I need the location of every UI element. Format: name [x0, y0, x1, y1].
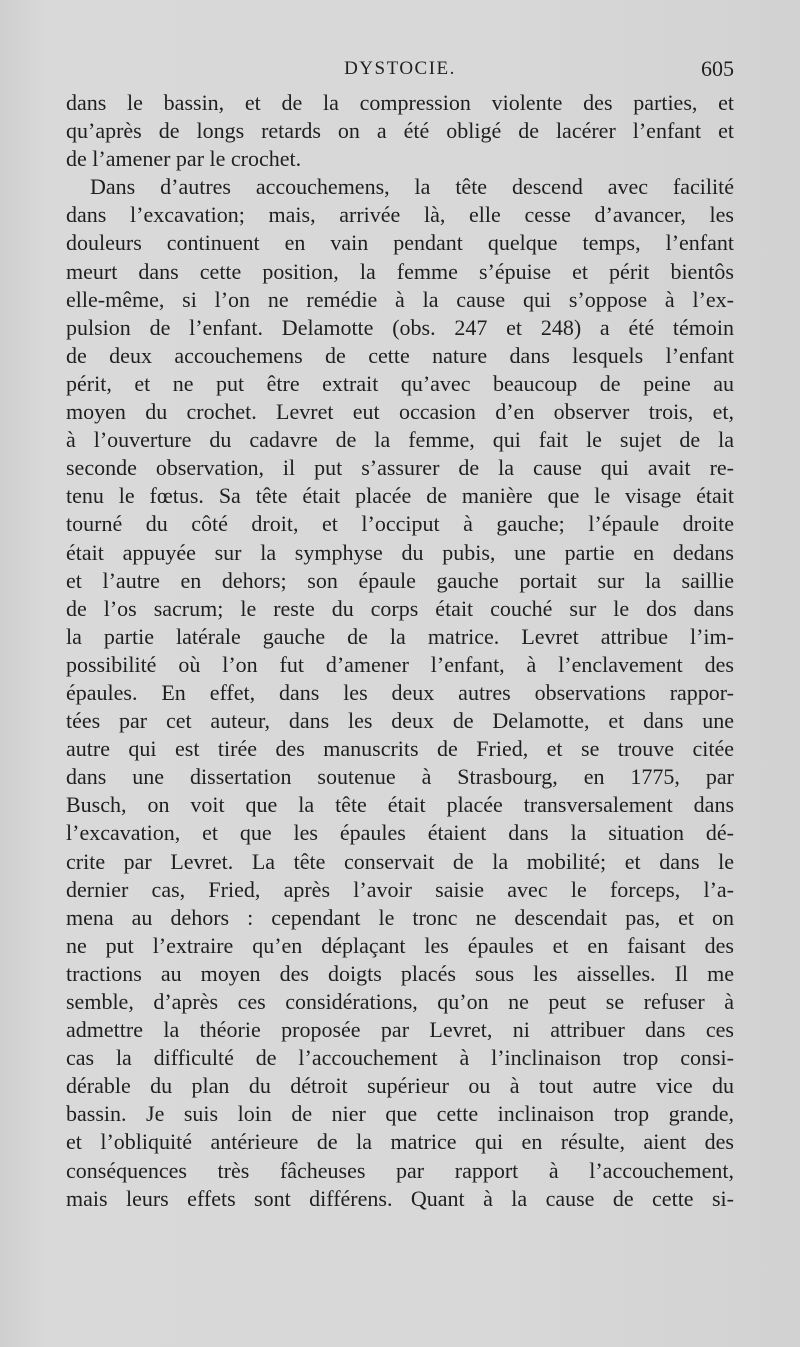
text-line: cas la difficulté de l’accouchement à l’inclinaison trop consi- — [66, 1045, 734, 1071]
text-line: tourné du côté droit, et l’occiput à gauche; l’épaule droite — [66, 511, 734, 537]
text-line: à l’ouverture du cadavre de la femme, qui fait le sujet de la — [66, 427, 734, 453]
text-line: meurt dans cette position, la femme s’épuise et périt bientôs — [66, 258, 734, 284]
text-line: ne put l’extraire qu’en déplaçant les épaules et en faisant des — [66, 932, 734, 958]
text-line: Busch, on voit que la tête était placée transversalement dans — [66, 792, 734, 818]
text-line: était appuyée sur la symphyse du pubis, une partie en dedans — [66, 539, 734, 565]
text-line: admettre la théorie proposée par Levret, ni attribuer dans ces — [66, 1017, 734, 1043]
text-line: de l’os sacrum; le reste du corps était couché sur le dos dans — [66, 595, 734, 621]
text-line: qu’après de longs retards on a été obligé de lacérer l’enfant et — [66, 118, 734, 144]
text-line: bassin. Je suis loin de nier que cette inclinaison trop grande, — [66, 1101, 734, 1127]
text-line: de deux accouchemens de cette nature dans lesquels l’enfant — [66, 342, 734, 368]
text-line: dans le bassin, et de la compression violente des parties, et — [66, 90, 734, 115]
text-line: dans une dissertation soutenue à Strasbourg, en 1775, par — [66, 764, 734, 790]
body-text — [66, 89, 734, 1213]
text-line: de l’amener par le crochet. — [66, 146, 302, 172]
text-line: elle-même, si l’on ne remédie à la cause qui s’oppose à l’ex- — [66, 286, 734, 312]
text-line: tées par cet auteur, dans les deux de Delamotte, et dans une — [66, 708, 734, 734]
text-line: autre qui est tirée des manuscrits de Fried, et se trouve citée — [66, 736, 734, 762]
text-line: l’excavation, et que les épaules étaient dans la situation dé- — [66, 820, 734, 846]
text-line: semble, d’après ces considérations, qu’on ne peut se refuser à — [66, 989, 734, 1014]
text-line: Dans d’autres accouchemens, la tête descend avec facilité — [90, 174, 734, 200]
text-line: pulsion de l’enfant. Delamotte (obs. 247 et 248) a été témoin — [66, 314, 734, 340]
text-line: et l’autre en dehors; son épaule gauche portait sur la saillie — [66, 567, 734, 593]
running-title: DYSTOCIE. — [344, 58, 456, 79]
text-line: épaules. En effet, dans les deux autres observations rappor- — [66, 679, 734, 705]
text-line: possibilité où l’on fut d’amener l’enfant, à l’enclavement des — [66, 651, 734, 677]
text-line: dans l’excavation; mais, arrivée là, elle cesse d’avancer, les — [66, 202, 734, 228]
text-line: crite par Levret. La tête conservait de la mobilité; et dans le — [66, 848, 734, 874]
text-line: douleurs continuent en vain pendant quelque temps, l’enfant — [66, 230, 734, 256]
text-line: dérable du plan du détroit supérieur ou à tout autre vice du — [66, 1073, 734, 1099]
text-line: seconde observation, il put s’assurer de la cause qui avait re- — [66, 455, 734, 481]
text-line: moyen du crochet. Levret eut occasion d’en observer trois, et, — [66, 399, 734, 425]
text-line: et l’obliquité antérieure de la matrice qui en résulte, aient des — [66, 1129, 734, 1155]
text-line: périt, et ne put être extrait qu’avec beaucoup de peine au — [66, 370, 734, 396]
text-line: dernier cas, Fried, après l’avoir saisie avec le forceps, l’a- — [66, 876, 734, 902]
text-line: mena au dehors : cependant le tronc ne descendait pas, et on — [66, 904, 734, 930]
page-header — [66, 56, 734, 86]
text-line: conséquences très fâcheuses par rapport à l’accouchement, — [66, 1157, 734, 1183]
page-number: 605 — [701, 56, 734, 81]
text-line: la partie latérale gauche de la matrice. Levret attribue l’im- — [66, 623, 734, 649]
text-line: tractions au moyen des doigts placés sous les aisselles. Il me — [66, 960, 734, 986]
text-line: mais leurs effets sont différens. Quant à la cause de cette si- — [66, 1185, 734, 1211]
text-line: tenu le fœtus. Sa tête était placée de manière que le visage était — [66, 483, 734, 509]
